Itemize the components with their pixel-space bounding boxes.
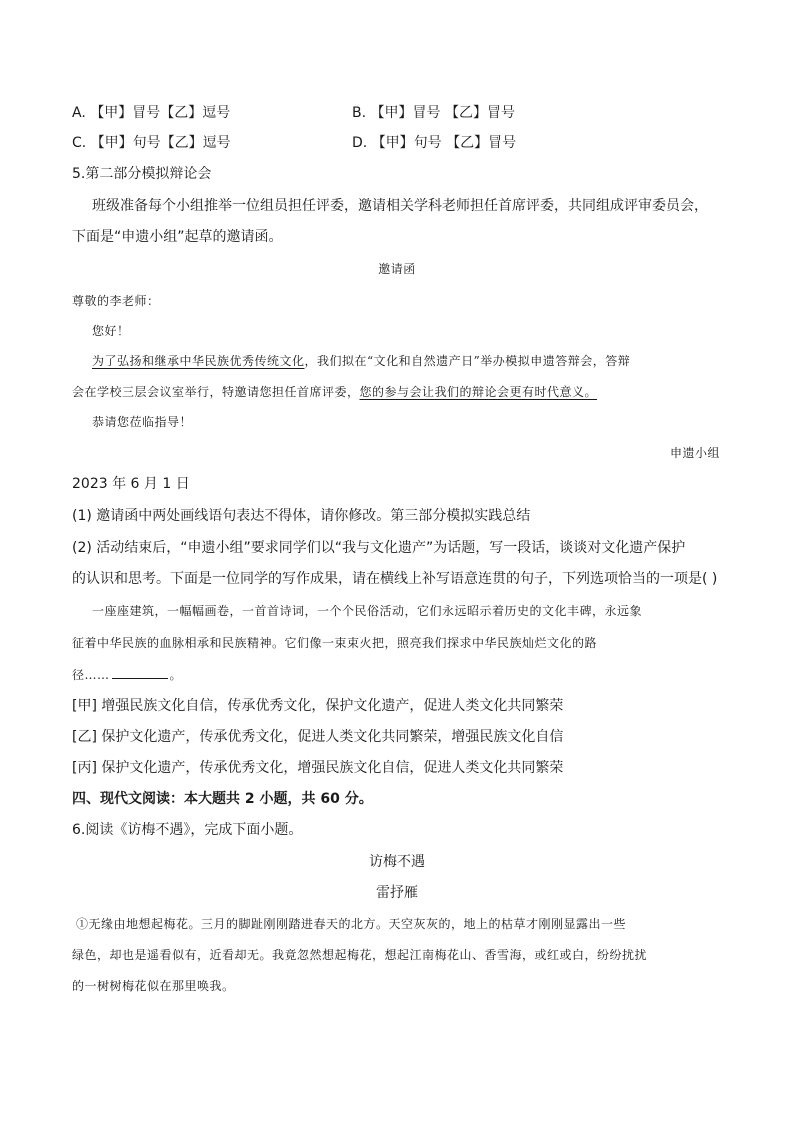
q5-intro-line1: 班级准备每个小组推举一位组员担任评委，邀请相关学科老师担任首席评委，共同组成评审委员会， (92, 198, 708, 214)
passage-line1: 一座座建筑，一幅幅画卷，一首首诗词，一个个民俗活动，它们永远昭示着历史的文化丰碑，永远象 (92, 604, 643, 618)
q5-intro-line2: 下面是“申遗小组”起草的邀请函。 (72, 229, 283, 245)
letter-body-line1-rest: ，我们拟在“文化和自然遗产日”举办模拟申遗答辩会，答辩 (304, 354, 631, 368)
letter-greeting: 您好！ (92, 324, 130, 338)
underlined-sentence-2: 您的参与会让我们的辩论会更有时代意义。 (359, 385, 598, 399)
underlined-sentence-1: 为了弘扬和继承中华民族优秀传统文化 (92, 354, 305, 368)
letter-title: 邀请函 (378, 262, 416, 276)
article-para1-line3: 的一树树梅花似在那里唤我。 (72, 979, 235, 993)
letter-salutation: 尊敬的李老师： (72, 294, 160, 308)
letter-closing: 恭请您莅临指导！ (92, 415, 193, 429)
letter-body-line2-plain: 会在学校三层会议室举行，特邀请您担任首席评委， (72, 385, 360, 399)
subquestion-1: (1) 邀请函中两处画线语句表达不得体，请你修改。第三部分模拟实践总结 (72, 508, 531, 524)
section-4-suffix: 分。 (339, 791, 373, 807)
passage-line3 (72, 664, 182, 685)
section-4-count: 2 (244, 791, 255, 807)
option-b: B. 【甲】冒号 【乙】冒号 (352, 105, 515, 121)
passage-line3-start: 径…… (72, 668, 110, 682)
q6-heading: 6.阅读《访梅不遇》，完成下面小题。 (72, 822, 303, 838)
article-author: 雷抒雁 (376, 885, 418, 901)
fill-in-blank (112, 664, 168, 679)
article-para1-line1: ①无缘由地想起梅花。三月的脚趾刚刚踏进春天的北方。天空灰灰的，地上的枯草才刚刚显露出一些 (76, 917, 627, 931)
section-4-heading (72, 789, 373, 809)
letter-body-line2 (72, 382, 597, 402)
option-c: C. 【甲】句号【乙】逗号 (72, 135, 231, 151)
option-a: A. 【甲】冒号【乙】逗号 (72, 105, 231, 121)
passage-line3-end: 。 (169, 668, 183, 682)
letter-signature: 申遗小组 (669, 446, 720, 460)
subquestion-2-line1: (2) 活动结束后，“申遗小组”要求同学们以“我与文化遗产”为话题，写一段话，谈谈对文化遗产保护 (72, 540, 686, 556)
letter-body-line1 (92, 351, 630, 371)
choice-bing: [丙] 保护文化遗产，传承优秀文化，增强民族文化自信，促进人类文化共同繁荣 (72, 760, 564, 776)
article-title: 访梅不遇 (369, 854, 425, 870)
letter-date: 2023 年 6 月 1 日 (72, 476, 190, 492)
section-4-middle: 小题，共 (254, 791, 321, 807)
option-d: D. 【甲】句号 【乙】冒号 (352, 135, 517, 151)
section-4-prefix: 四、现代文阅读：本大题共 (72, 791, 245, 807)
subquestion-2-line2: 的认识和思考。下面是一位同学的写作成果，请在横线上补写语意连贯的句子，下列选项恰当的一项是( ) (72, 571, 718, 587)
section-4-score: 60 (320, 791, 340, 807)
choice-yi: [乙] 保护文化遗产，传承优秀文化，促进人类文化共同繁荣，增强民族文化自信 (72, 729, 564, 745)
q5-heading: 5.第二部分模拟辩论会 (72, 166, 212, 182)
article-para1-line2: 绿色，却也是遥看似有，近看却无。我竟忽然想起梅花，想起江南梅花山、香雪海，或红或白，纷纷扰扰 (72, 948, 648, 962)
choice-jia: [甲] 增强民族文化自信，传承优秀文化，保护文化遗产，促进人类文化共同繁荣 (72, 698, 564, 714)
passage-line2: 征着中华民族的血脉相承和民族精神。它们像一束束火把，照亮我们探求中华民族灿烂文化的路 (72, 636, 598, 650)
